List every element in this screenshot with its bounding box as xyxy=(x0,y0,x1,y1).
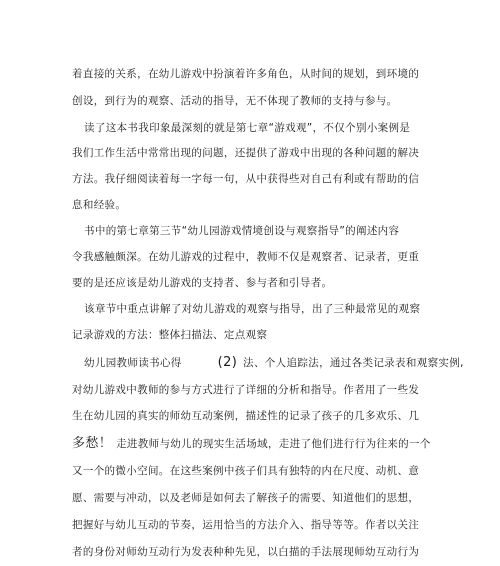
text-fragment: 走进教师与幼儿的现实生活场域，走进了他们进行行为往来的一个 xyxy=(116,438,431,450)
text-fragment: 法、个人追踪法，通过各类记录表和观察实例, xyxy=(243,357,464,369)
text-line: 该章节中重点讲解了对幼儿游戏的观察与指导，出了三种最常见的观察 xyxy=(84,303,421,315)
mixed-line xyxy=(72,437,431,451)
text-line: 对幼儿游戏中教师的参与方式进行了详细的分析和指导。作者用了一些发 xyxy=(72,384,420,396)
text-line: 记录游戏的方法：整体扫描法、定点观察 xyxy=(72,329,268,341)
text-line: 又一个的微小空间。在这些案例中孩子们具有独特的内在尺度、动机、意 xyxy=(72,465,420,477)
section-number: (2) xyxy=(217,355,238,370)
text-line: 要的是还应该是幼儿游戏的支持者、参与者和引导者。 xyxy=(72,277,333,289)
text-fragment: 多愁！ xyxy=(72,436,113,451)
text-line: 方法。我仔细阅读着每一字每一句，从中获得些对自己有利或有帮助的信 xyxy=(72,173,420,185)
text-line: 愿、需要与冲动，以及老师是如何去了解孩子的需要、知道他们的思想， xyxy=(72,492,420,504)
text-line: 令我感触颇深。在幼儿游戏的过程中，教师不仅是观察者、记录者，更重 xyxy=(72,251,420,263)
text-line: 着直接的关系，在幼儿游戏中扮演着许多角色，从时间的规划，到环境的 xyxy=(72,68,420,80)
text-line: 创设，到行为的观察、活动的指导，无不体现了教师的支持与参与。 xyxy=(72,95,398,107)
text-line: 我们工作生活中常常出现的问题，还提供了游戏中出现的各种问题的解决 xyxy=(72,147,420,159)
text-line: 息和经验。 xyxy=(72,199,127,211)
text-line: 读了这本书我印象最深刻的就是第七章“游戏观”，不仅个别小案例是 xyxy=(84,122,411,134)
document-title: 幼儿园教师读书心得 xyxy=(84,357,182,369)
text-line: 书中的第七章第三节“幼儿园游戏情境创设与观察指导”的阐述内容 xyxy=(84,225,400,237)
text-line: 把握好与幼儿互动的节奏，运用恰当的方法介入、指导等等。作者以关注 xyxy=(72,519,420,531)
text-line: 者的身份对师幼互动行为发表种种先见，以白描的手法展现师幼互动行为 xyxy=(72,546,420,558)
mixed-line xyxy=(84,356,464,370)
text-line: 生在幼儿园的真实的师幼互动案例，描述性的记录了孩子的几多欢乐、几 xyxy=(72,410,420,422)
